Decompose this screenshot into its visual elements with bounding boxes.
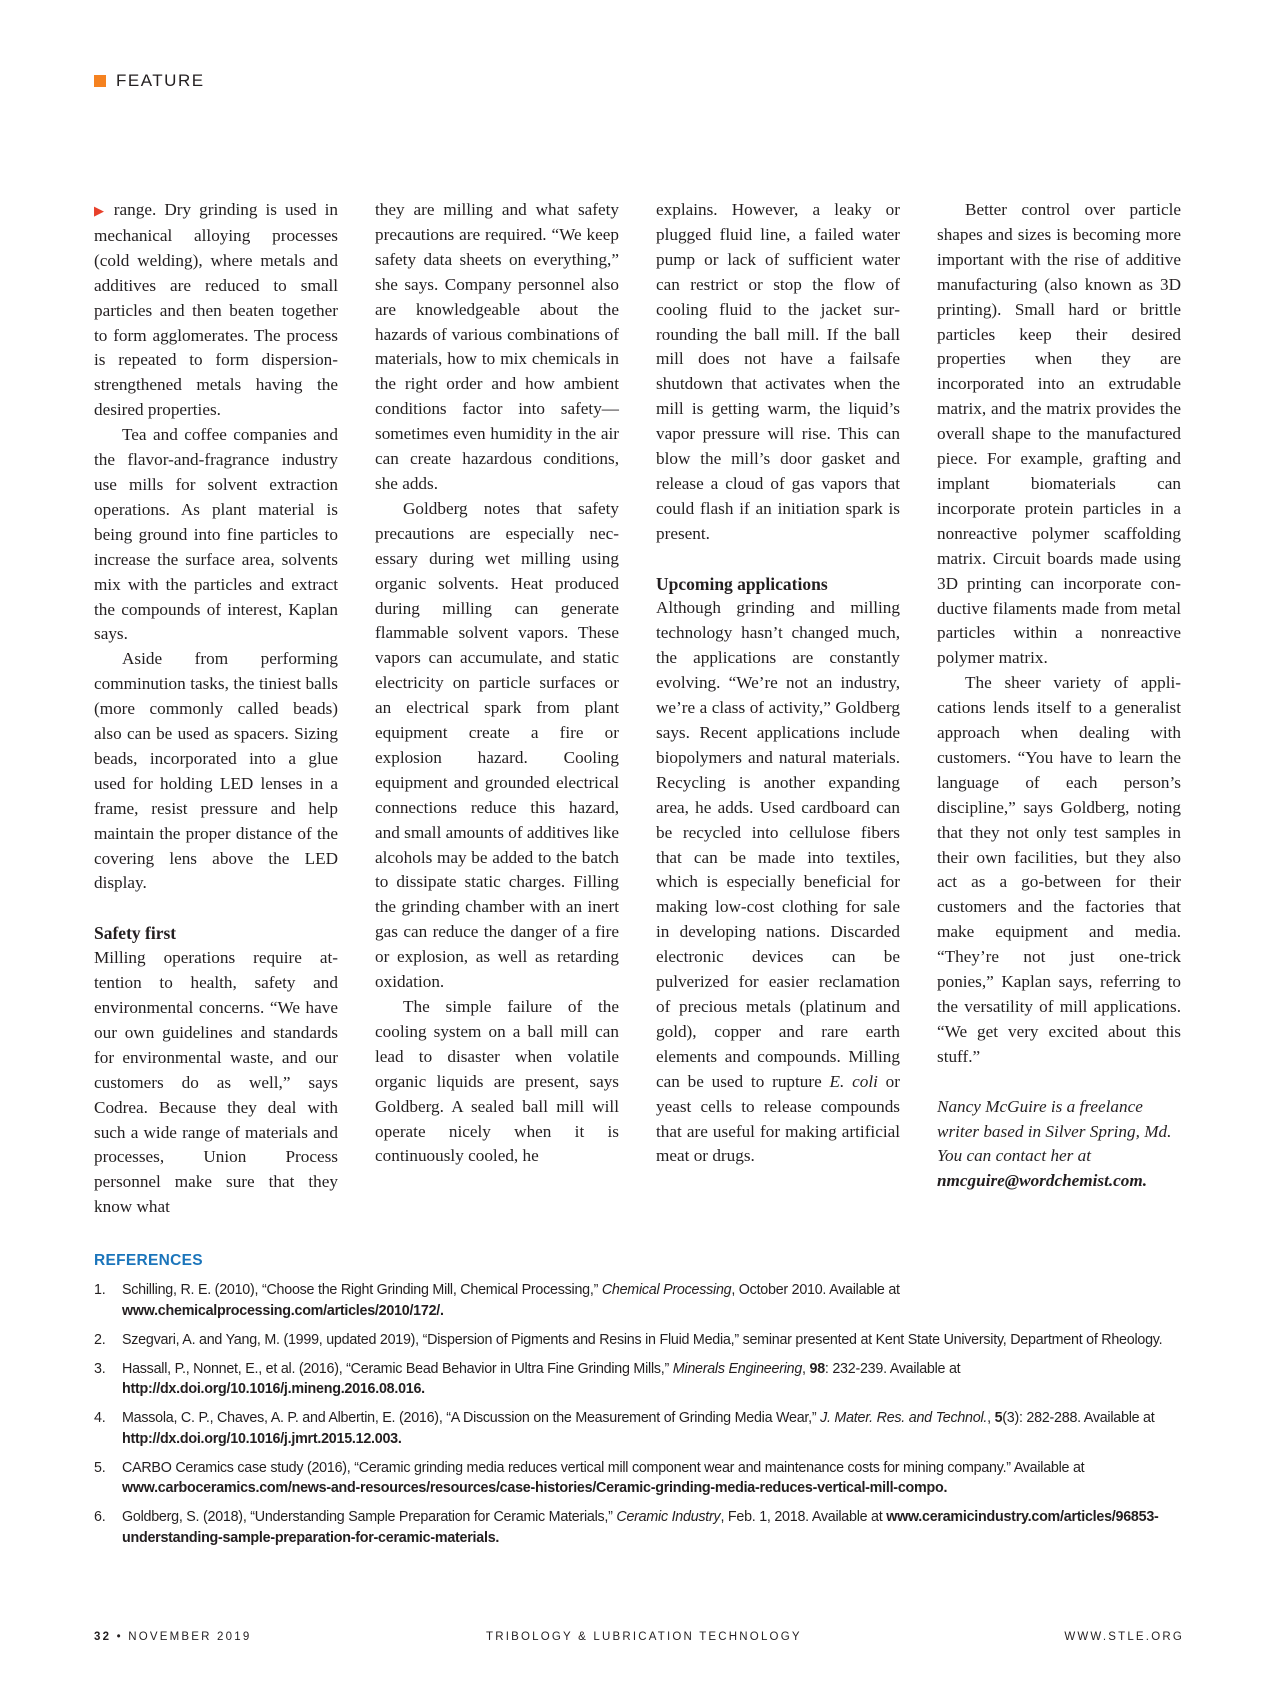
author-byline — [937, 1095, 1181, 1195]
footer-left: 32 • NOVEMBER 2019 — [94, 1631, 252, 1643]
byline-period: . — [1142, 1171, 1148, 1191]
col1-paragraph-3: Aside from performing comminution tasks, the tiniest balls (more commonly called beads) also can be used as spacers. Sizing beads, incorporated into a glue used for holding LED lenses in a frame, resist pressure and help maintain the proper distance of the covering lens above the LED display. — [94, 649, 338, 893]
col2-paragraph-2: Goldberg notes that safety precautions are especially necessary during wet milling using organic solvents. Heat produced during milling can generate flammable solvent vapors. These vapors can accumulate, and static electricity on particle surfaces or an electrical spark from plant equipment create a fire or explosion hazard. Cooling equipment and grounded electrical connections reduce this hazard, and small amounts of additives like alcohols may be added to the batch to dissipate static charges. Filling the grinding chamber with an inert gas can reduce the danger of a fire or explosion, as well as retarding oxidation. — [375, 498, 619, 992]
section-label-text: FEATURE — [116, 71, 205, 90]
byline-text: Nancy McGuire is a freelance writer based in Silver Spring, Md. You can contact her at — [937, 1096, 1172, 1166]
col3-paragraph-2 — [656, 596, 900, 1169]
references-list — [94, 1280, 1184, 1548]
column-1 — [94, 198, 338, 1220]
reference-item: 6. Goldberg, S. (2018), “Understanding Sample Preparation for Ceramic Materials,” Ceramic Industry, Feb. 1, 2018. Available at www.ceramicindustry.com/articles/96853-understanding-sample-preparation-for-ceramic-materials. — [94, 1509, 1159, 1546]
col4-paragraph-1: Better control over particle shapes and sizes is becoming more important with the rise of additive manufacturing (also known as 3D printing). Small hard or brittle particles keep their desired properties when they are incorporated into an extrudable matrix, and the matrix provides the overall shape to the manufactured piece. For example, grafting and implant biomaterials can incorporate protein particles in a nonreactive polymer scaffolding matrix. Circuit boards made using 3D printing can incorporate conductive filaments made from metal particles within a nonreactive polymer matrix. — [937, 200, 1181, 668]
issue-date: NOVEMBER 2019 — [128, 1631, 252, 1643]
col1-p1-text: range. Dry grinding is used in mechanical alloying processes (cold welding), where metals and additives are reduced to small particles and then beaten together to form agglomerates. The process is repeated to form dispersion-strengthened metals having the desired properties. — [94, 200, 339, 420]
col3-p2-text-a: Although grinding and milling technology hasn’t changed much, the applications are constantly evolving. “We’re not an industry, we’re a class of activity,” Goldberg says. Recent applications include biopolymers and natural materials. Recycling is another expanding area, he adds. Used cardboard can be recycled into cellulose fibers that can be made into textiles, which is especially beneficial for making low-cost clothing for sale in developing nations. Discarded electronic devices can be pulverized for easier reclamation of precious metals (platinum and gold), copper and rare earth elements and compounds. Milling can be used to rupture — [656, 598, 900, 1091]
triangle-arrow-icon: ▶ — [94, 203, 108, 218]
references-section — [94, 1252, 1184, 1557]
reference-link[interactable]: www.chemicalprocessing.com/articles/2010/172/ — [122, 1302, 441, 1319]
col3-p2-italic: E. coli — [829, 1071, 878, 1091]
section-heading-safety: Safety first — [94, 923, 177, 944]
reference-link[interactable]: http://dx.doi.org/10.1016/j.jmrt.2015.12.003 — [122, 1430, 398, 1447]
reference-link[interactable]: www.ceramicindustry.com/articles/96853-understanding-sample-preparation-for-ceramic-materials — [122, 1509, 1159, 1546]
column-4 — [937, 198, 1181, 1194]
reference-link[interactable]: http://dx.doi.org/10.1016/j.mineng.2016.08.016 — [122, 1381, 422, 1397]
column-2 — [375, 198, 619, 1169]
col3-paragraph-1: explains. However, a leaky or plugged fluid line, a failed water pump or lack of sufficient water can restrict or stop the flow of cooling fluid to the jacket surrounding the ball mill. If the ball mill does not have a failsafe shutdown that activates when the mill is getting warm, the liquid’s vapor pressure will rise. This can blow the mill’s door gasket and release a cloud of gas vapors that could flash if an initiation spark is present. — [656, 200, 900, 543]
reference-item: 3. Hassall, P., Nonnet, E., et al. (2016), “Ceramic Bead Behavior in Ultra Fine Grinding Mills,” Minerals Engineering, 98: 232-239. Available at http://dx.doi.org/10.1016/j.mineng.2016.08.016. — [94, 1360, 961, 1397]
author-email-link[interactable]: nmcguire@wordchemist.com — [937, 1171, 1143, 1191]
col1-paragraph-4: Milling operations require attention to health, safety and environmental concerns. “We have our own guidelines and standards for environmental waste, and our customers do as well,” says Codrea. Because they deal with such a wide range of materials and processes, Union Process personnel make sure that they know what — [94, 948, 338, 1217]
col1-paragraph-2: Tea and coffee companies and the flavor-and-fragrance industry use mills for solvent extraction operations. As plant material is being ground into fine particles to increase the surface area, solvents mix with the particles and extract the compounds of interest, Kaplan says. — [94, 425, 338, 644]
col2-paragraph-1: they are milling and what safety precautions are required. “We keep safety data sheets on everything,” she says. Company personnel also are knowledgeable about the hazards of various combinations of materials, how to mix chemicals in the right order and how ambient conditions factor into safety—sometimes even humidity in the air can create hazardous conditions, she adds. — [375, 200, 619, 493]
references-heading: REFERENCES — [94, 1252, 203, 1269]
section-heading-applications: Upcoming applications — [656, 573, 828, 594]
col2-paragraph-3: The simple failure of the cooling system on a ball mill can lead to disaster when volatile organic liquids are present, says Goldberg. A sealed ball mill will operate nicely when it is continuously cooled, he — [375, 997, 619, 1166]
reference-item: 4. Massola, C. P., Chaves, A. P. and Albertin, E. (2016), “A Discussion on the Measurement of Grinding Media Wear,” J. Mater. Res. and Technol., 5(3): 282-288. Available at http://dx.doi.org/10.1016/j.jmrt.2015.12.003. — [94, 1410, 1155, 1447]
page-number: 32 — [94, 1631, 112, 1643]
reference-item: 5. CARBO Ceramics case study (2016), “Ceramic grinding media reduces vertical mill component wear and maintenance costs for mining company.” Available at www.carboceramics.com/news-and-resources/resources/case-histories/Ceramic-grinding-media-reduces-vertical-mill-compo. — [94, 1459, 1085, 1496]
col4-paragraph-2: The sheer variety of applications lends itself to a generalist approach when dealing with customers. “You have to learn the language of each person’s discipline,” says Goldberg, noting that they not only test samples in their own facilities, but they also act as a go-between for their customers and the factories that make equipment and media. “They’re not just one-trick ponies,” Kaplan says, referring to the versatility of mill applications. “We get very excited about this stuff.” — [937, 673, 1181, 1066]
col1-paragraph-1 — [94, 198, 338, 423]
reference-item: 1. Schilling, R. E. (2010), “Choose the Right Grinding Mill, Chemical Processing,” Chemical Processing, October 2010. Available at www.chemicalprocessing.com/articles/2010/172/. — [94, 1282, 900, 1319]
orange-square-icon — [94, 75, 106, 87]
reference-link[interactable]: www.carboceramics.com/news-and-resources/resources/case-histories/Ceramic-grinding-media-reduces-vertical-mill-compo — [122, 1480, 944, 1496]
col3-p2-text-b: or yeast cells to release compounds that are useful for making artificial meat or drugs. — [656, 1071, 900, 1166]
column-3 — [656, 198, 900, 1169]
publication-name: TRIBOLOGY & LUBRICATION TECHNOLOGY — [486, 1631, 802, 1643]
website-link[interactable]: WWW.STLE.ORG — [1064, 1631, 1184, 1643]
reference-item: 2. Szegvari, A. and Yang, M. (1999, updated 2019), “Dispersion of Pigments and Resins in Fluid Media,” seminar presented at Kent State University, Department of Rheology. — [94, 1331, 1163, 1348]
section-label — [94, 71, 205, 91]
